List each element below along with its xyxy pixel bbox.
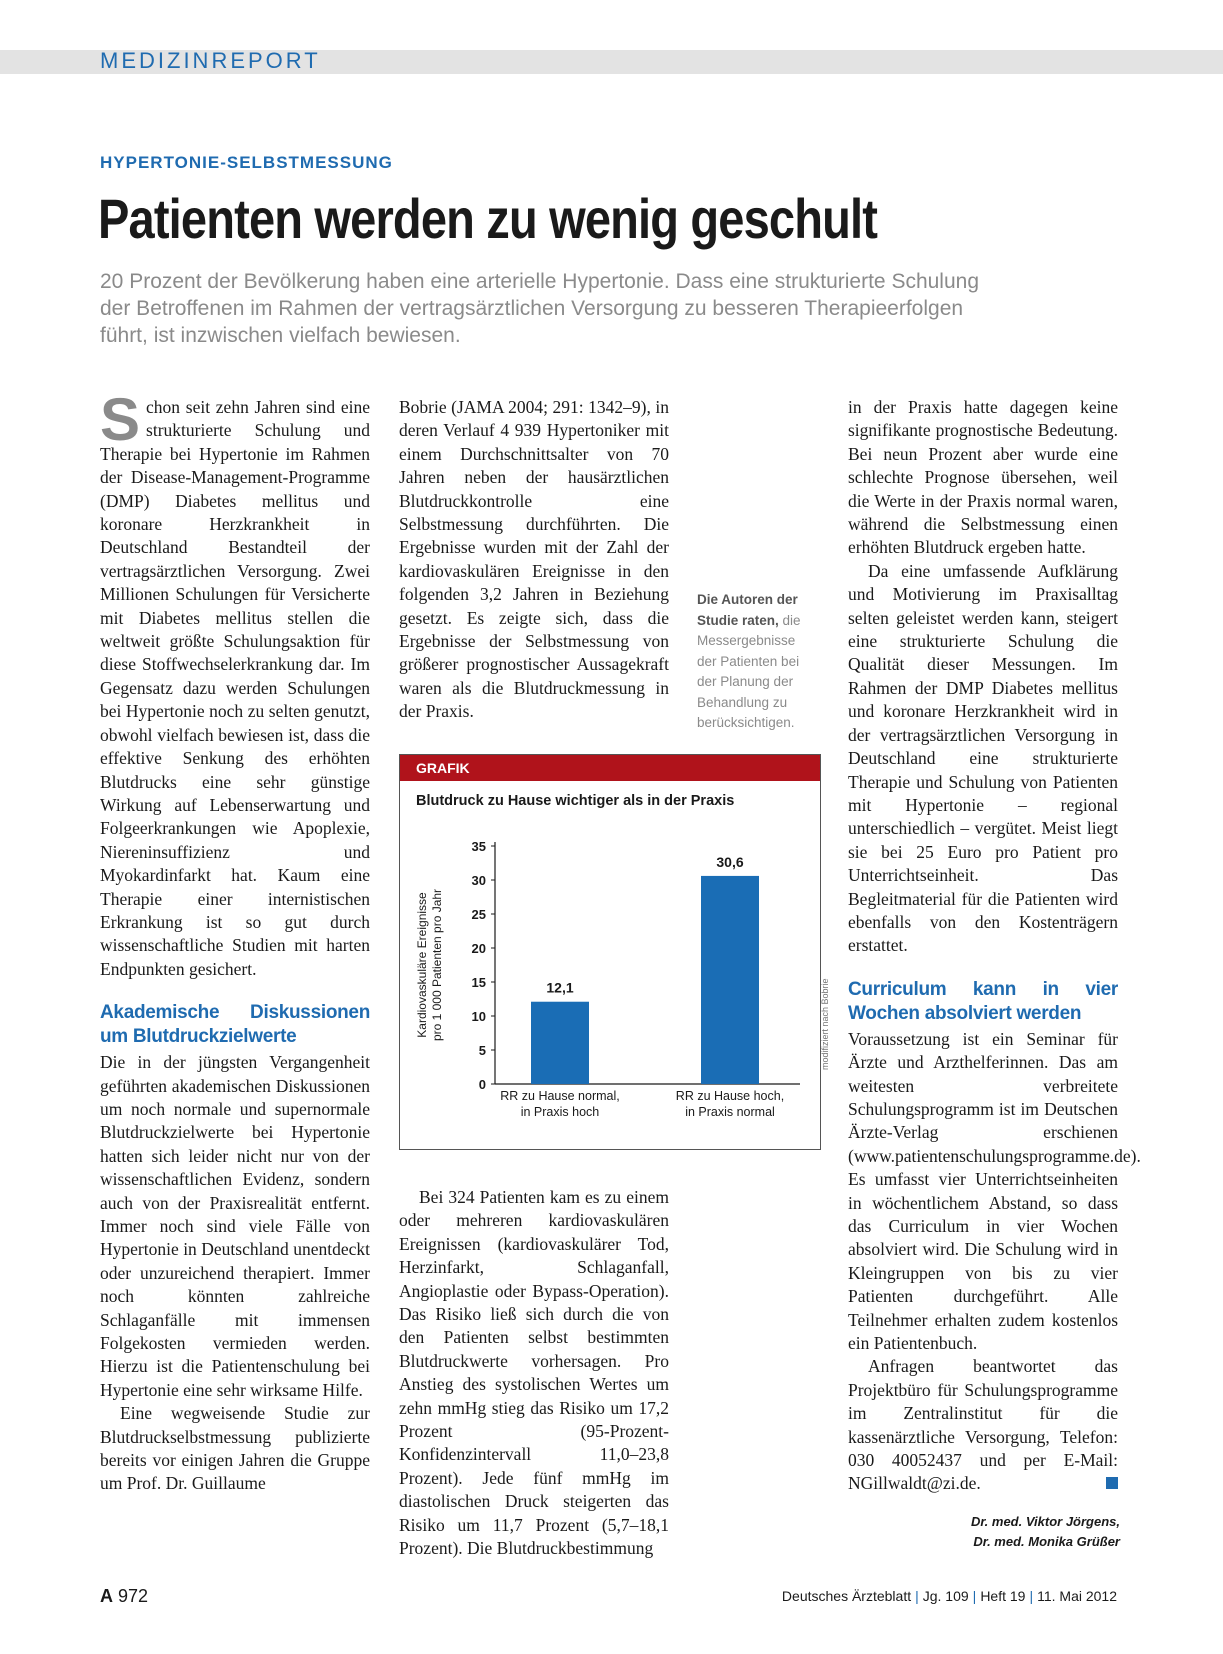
authors xyxy=(880,1512,1120,1552)
column-2-top xyxy=(399,396,669,724)
y-tick-label: 15 xyxy=(471,975,486,990)
x-category-label: RR zu Hause hoch, xyxy=(675,1089,785,1103)
footer-citation: Deutsches Ärzteblatt | Jg. 109 | Heft 19 | 11. Mai 2012 xyxy=(781,1588,1117,1604)
col3-paragraph-3: Voraussetzung ist ein Seminar für Ärzte und Arzthelferinnen. Das am weitesten verbreitete Schulungsprogramm ist im Deutschen Ärzte-Verlag erschienen (www.patientenschulungsprogramme.de). Es umfasst vier Unterrichtseinheiten in wöchentlichem Abstand, so dass das Curriculum in vier Wochen absolviert wird. Die Schulung wird in Kleingruppen von bis zu vier Patienten durchgeführt. Alle Teilnehmer erhalten zudem kostenlos ein Patientenbuch. xyxy=(848,1028,1141,1354)
y-tick-label: 35 xyxy=(471,839,486,854)
grafik-box xyxy=(399,754,821,1150)
section-label: MEDIZINREPORT xyxy=(100,48,321,73)
col3-paragraph-2: Da eine umfassende Aufklärung und Motivierung im Praxisalltag selten geleistet werden kann, steigert eine strukturierte Schulung die Qualität dieser Messungen. Im Rahmen der DMP Diabetes mellitus und koronare Herzkrankheit wird in der vertragsärztlichen Versorgung in Deutschland eine strukturierte Therapie und Schulung von Patienten mit Hypertonie – regional unterschiedlich – vergütet. Meist liegt sie bei 25 Euro pro Patient pro Unterrichtseinheit. Das Begleitmaterial für die Patienten wird ebenfalls von den Kostenträgern erstattet. xyxy=(848,560,1118,956)
y-tick-label: 25 xyxy=(471,907,486,922)
author-2: Dr. med. Monika Grüßer xyxy=(973,1534,1120,1549)
bar-value-label: 30,6 xyxy=(716,853,744,870)
col3-paragraph-4: Anfragen beantwortet das Projektbüro für Schulungsprogramme im Zentralinstitut für die kassenärztliche Versorgung, Telefon: 030 40052437 und per E-Mail: NGillwaldt@zi.de. xyxy=(848,1356,1118,1494)
chart-title: Blutdruck zu Hause wichtiger als in der Praxis xyxy=(416,793,735,809)
date: 11. Mai 2012 xyxy=(1037,1588,1117,1604)
lead-paragraph: 20 Prozent der Bevölkerung haben eine arterielle Hypertonie. Dass eine strukturierte Schulung der Betroffenen im Rahmen der vertragsärztlichen Versorgung zu besseren Therapieerfolgen führt, ist inzwischen vielfach bewiesen. xyxy=(100,270,980,347)
col3-paragraph-1: in der Praxis hatte dagegen keine signifikante prognostische Bedeutung. Bei neun Prozent aber wurde eine schlechte Prognose übersehen, weil die Werte in der Praxis normal waren, während die Selbstmessung einen erhöhten Blutdruck ergeben hatte. xyxy=(848,397,1118,558)
bar xyxy=(531,1002,589,1084)
issue: Heft 19 xyxy=(980,1588,1026,1604)
column-3 xyxy=(848,396,1141,1496)
journal-name: Deutsches Ärzteblatt xyxy=(781,1588,912,1604)
page-number xyxy=(100,1586,148,1607)
col1-paragraph-1: chon seit zehn Jahren sind eine strukturierte Schulung und Therapie bei Hypertonie im Rahmen der Disease-Management-Programme (DMP) Diabetes mellitus und koronare Herzkrankheit in Deutschland Bestandteil der vertragsärztlichen Versorgung. Zwei Millionen Schulungen für Versicherte mit Diabetes mellitus stellen die weltweit größte Schulungsaktion für diese Stoffwechselerkrankung dar. Im Gegensatz dazu werden Schulungen bei Hypertonie noch zu selten genutzt, obwohl vielfach bewiesen ist, dass die effektive Senkung des erhöhten Blutdrucks eine sehr günstige Wirkung auf Lebenserwartung und Folgeerkrankungen wie Apoplexie, Niereninsuffizienz und Myokardinfarkt hat. Kaum eine Therapie einer internistischen Erkrankung ist so gut durch wissenschaftliche Studien mit harten Endpunkten gesichert. xyxy=(100,397,370,979)
sidenote-bold: Die Autoren der Studie raten, xyxy=(697,592,798,628)
sidenote-text: die Messergebnisse der Patienten bei der Planung der Behandlung zu berücksichtigen. xyxy=(697,612,801,730)
column-2-bottom xyxy=(399,1186,669,1561)
col1-paragraph-2: Die in der jüngsten Vergangenheit geführten akademischen Diskussionen um noch normale und supernormale Blutdruckzielwerte bei Hypertonie hatten sich leider nicht nur von der wissenschaftlichen Evidenz, sondern auch von der Praxisrealität entfernt. Immer noch sind viele Fälle von Hypertonie in Deutschland unentdeckt oder unzureichend therapiert. Immer noch könnten zahlreiche Schlaganfälle mit immensen Folgekosten vermieden werden. Hierzu ist die Patientenschulung bei Hypertonie eine sehr wirksame Hilfe. xyxy=(100,1052,370,1400)
page-prefix: A xyxy=(100,1586,113,1606)
drop-cap: S xyxy=(100,386,141,453)
x-category-label: in Praxis normal xyxy=(685,1105,775,1119)
y-tick-label: 0 xyxy=(478,1077,486,1092)
chart-credit: modifiziert nach Bobrie xyxy=(820,978,830,1070)
author-1: Dr. med. Viktor Jörgens, xyxy=(970,1514,1120,1529)
x-category-label: RR zu Hause normal, xyxy=(500,1089,620,1103)
end-mark-icon xyxy=(1106,1477,1118,1489)
page-number-value: 972 xyxy=(118,1586,149,1606)
kicker: HYPERTONIE-SELBSTMESSUNG xyxy=(100,153,393,172)
y-axis-label-line-1: Kardiovaskuläre Ereignisse xyxy=(415,892,429,1038)
subheading-akademische: Akademische Diskussionen um Blutdruckzielwerte xyxy=(100,1002,370,1048)
y-tick-label: 5 xyxy=(478,1043,486,1058)
page-title: Patienten werden zu wenig geschult xyxy=(98,187,878,250)
col2-paragraph-1: Bobrie (JAMA 2004; 291: 1342–9), in deren Verlauf 4 939 Hypertoniker mit einem Durchschnittsalter von 70 Jahren neben der hausärztlichen Blutdruckkontrolle eine Selbstmessung durchführten. Die Ergebnisse wurden mit der Zahl der kardiovaskulären Ereignisse in den folgenden 3,2 Jahren in Beziehung gesetzt. Es zeigte sich, dass die Ergebnisse der Selbstmessung von größerer prognostischer Aussagekraft waren als die Blutdruckmessung in der Praxis. xyxy=(399,397,669,722)
y-axis-label-line-2: pro 1 000 Patienten pro Jahr xyxy=(430,888,444,1042)
y-tick-label: 10 xyxy=(471,1009,486,1024)
subheading-curriculum: Curriculum kann in vier Wochen absolviert werden xyxy=(848,978,1118,1024)
y-tick-label: 20 xyxy=(471,941,486,956)
bar-value-label: 12,1 xyxy=(546,979,574,996)
x-category-label: in Praxis hoch xyxy=(520,1105,600,1119)
col2-paragraph-2: Bei 324 Patienten kam es zu einem oder mehreren kardiovaskulären Ereignissen (kardiovaskulärer Tod, Herzinfarkt, Schlaganfall, Angioplastie oder Bypass-Operation). Das Risiko ließ sich durch die von den Patienten selbst bestimmten Blutdruckwerte vorhersagen. Pro Anstieg des systolischen Wertes um zehn mmHg stieg das Risiko um 17,2 Prozent (95-Prozent-Konfidenzintervall 11,0–23,8 Prozent). Jede fünf mmHg im diastolischen Druck steigerten das Risiko um 11,7 Prozent (5,7–18,1 Prozent). Die Blutdruckbestimmung xyxy=(399,1187,669,1559)
col1-paragraph-3: Eine wegweisende Studie zur Blutdruckselbstmessung publizierte bereits vor einigen Jahren die Gruppe um Prof. Dr. Guillaume xyxy=(100,1403,370,1494)
grafik-label: GRAFIK xyxy=(400,755,820,781)
column-1 xyxy=(100,386,370,1496)
bar xyxy=(701,876,759,1084)
y-tick-label: 30 xyxy=(471,873,486,888)
bar-chart xyxy=(400,755,820,1149)
sidenote xyxy=(697,590,809,734)
volume: Jg. 109 xyxy=(922,1588,969,1604)
